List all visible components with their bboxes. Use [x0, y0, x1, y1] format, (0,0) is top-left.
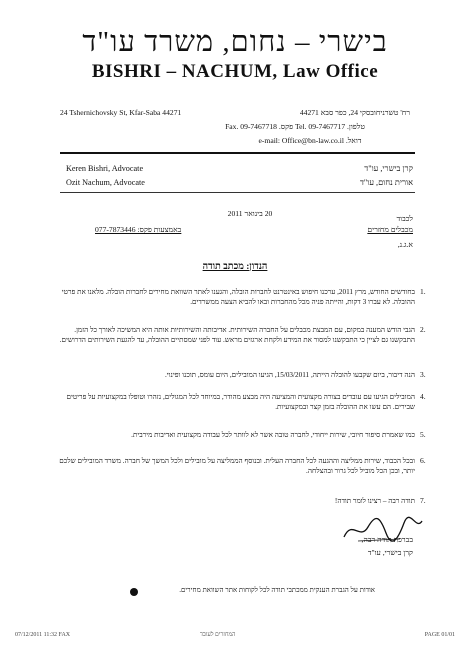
lawyer-1-en: Keren Bishri, Advocate	[66, 164, 144, 173]
english-firm-title: BISHRI – NACHUM, Law Office	[91, 61, 379, 82]
recipient-name: מכבלים מחזרים	[367, 225, 413, 234]
lawyer-1-he: קרן בישרי, עו"ד	[364, 164, 413, 173]
para-4-text: המובילים הגיעו עם עובדים בצורה מקצועית והמציעה היה מבצע מהודר, במיוחד לכל המגולים, נזהרו וטופלו במקצועיות על פריטים שבירים. הם עשו את ההובלה בזמן קצר ובמקצועיות.	[66, 393, 415, 411]
para-3-text: הנה דיבור, ביום שקבעו להובלה הייתה, 15/03/2011, הגיעו המובילים, היום עומס, תוכנו ופינוי.	[165, 371, 415, 379]
para-1-number: 1.	[420, 287, 426, 296]
letter-date: 20 בינואר 2011	[227, 209, 273, 218]
letter-subject: הנדון: מכתב תודה	[202, 262, 268, 272]
para-2-text: הגבי הודש המענה במקום, עם המבצת מכבלים על החברה השירותית. אדיבותה והשירותיות אותה היא המשיכה לאורך כל הזמן. התבקשנו גם לציין כי התבקשנו למסור את המידע ולקחת ארגזים מראש. עוד לפני שמסתיים ההובלה, עד להגעת השירותים הדרושים.	[59, 326, 415, 344]
recipient-to: לכבוד	[396, 214, 413, 223]
fax-footer-middle: המחזרים לעובד	[200, 632, 236, 638]
para-4-number: 4.	[420, 392, 426, 401]
handwritten-signature	[340, 513, 425, 545]
fax-footer-right: PAGE 01/01	[424, 632, 455, 638]
para-6-number: 6.	[420, 456, 426, 465]
address-hebrew: רח' טשרניחובסקי 24, כפר סבא 44271	[299, 108, 410, 117]
lawyers-divider	[60, 192, 415, 193]
fax-tel-line: Fax. 09-7467718 .פקס Tel. 09-7467717 .טלפון	[225, 122, 365, 131]
para-5-number: 5.	[420, 430, 426, 439]
closing-line: בברכת תודה רבה,	[361, 535, 413, 544]
header-divider	[60, 152, 415, 154]
lawyer-2-he: אורית נחום, עו"ד	[359, 178, 413, 187]
lawyer-2-en: Ozit Nachum, Advocate	[66, 178, 145, 187]
para-7-number: 7.	[420, 496, 426, 505]
fax-footer-left: 07/12/2011 11:32 FAX	[15, 632, 71, 638]
signer-name: קרן בישרי, עו"ד	[367, 548, 413, 557]
para-7-text: תודה רבה – רצינו לומר תודה!	[334, 497, 415, 505]
hebrew-firm-title: בישרי – נחום, משרד עו"ד	[82, 26, 388, 58]
para-6-text: ובכל הכבוד, שירות ממליצה וההגעה לכל החברה העלית. ובנוסף הממליצה על מובילים ולכל המשך של חברה. משרד המובילים שלכם יותר, ובכן הכל מוביל לכל גרור ובהצלחה.	[59, 457, 415, 475]
para-1-text: בחודשים החודש, מרץ 2011, ערכנו חיפוש באינטרנט לחברות הובלה, והגענו לאתר השוואת מחירים לחברות הובלה. מלאנו את פרטי ההובלה. לא עברו 3 דקות, והייתה פניה מכל מהחברות ובאו להביא הצעה ממשרדים.	[61, 288, 415, 306]
footnote-bullet	[130, 588, 138, 596]
fax-number-line: באמצעות פקס: 077-7873446	[95, 225, 182, 234]
address-english: 24 Tshernichovsky St, Kfar-Saba 44271	[60, 108, 182, 117]
para-2-number: 2.	[420, 325, 426, 334]
greeting: א.ג.נ,	[397, 240, 413, 249]
para-3-number: 3.	[420, 370, 426, 379]
email-line: e-mail: Office@bn-law.co.il .דואל	[258, 136, 362, 145]
para-5-text: כמו שאמרת סיפור חיובי, שירות ייחודי, לחברה טובה אשר לא לוותר לכל עבודה מקצועית ואדיבות מירבית.	[131, 431, 415, 439]
footnote-text: אודות על הגברת הענקית ממכתבי תודה לכל לקוחות אתר השוואת מחירים.	[179, 586, 375, 594]
